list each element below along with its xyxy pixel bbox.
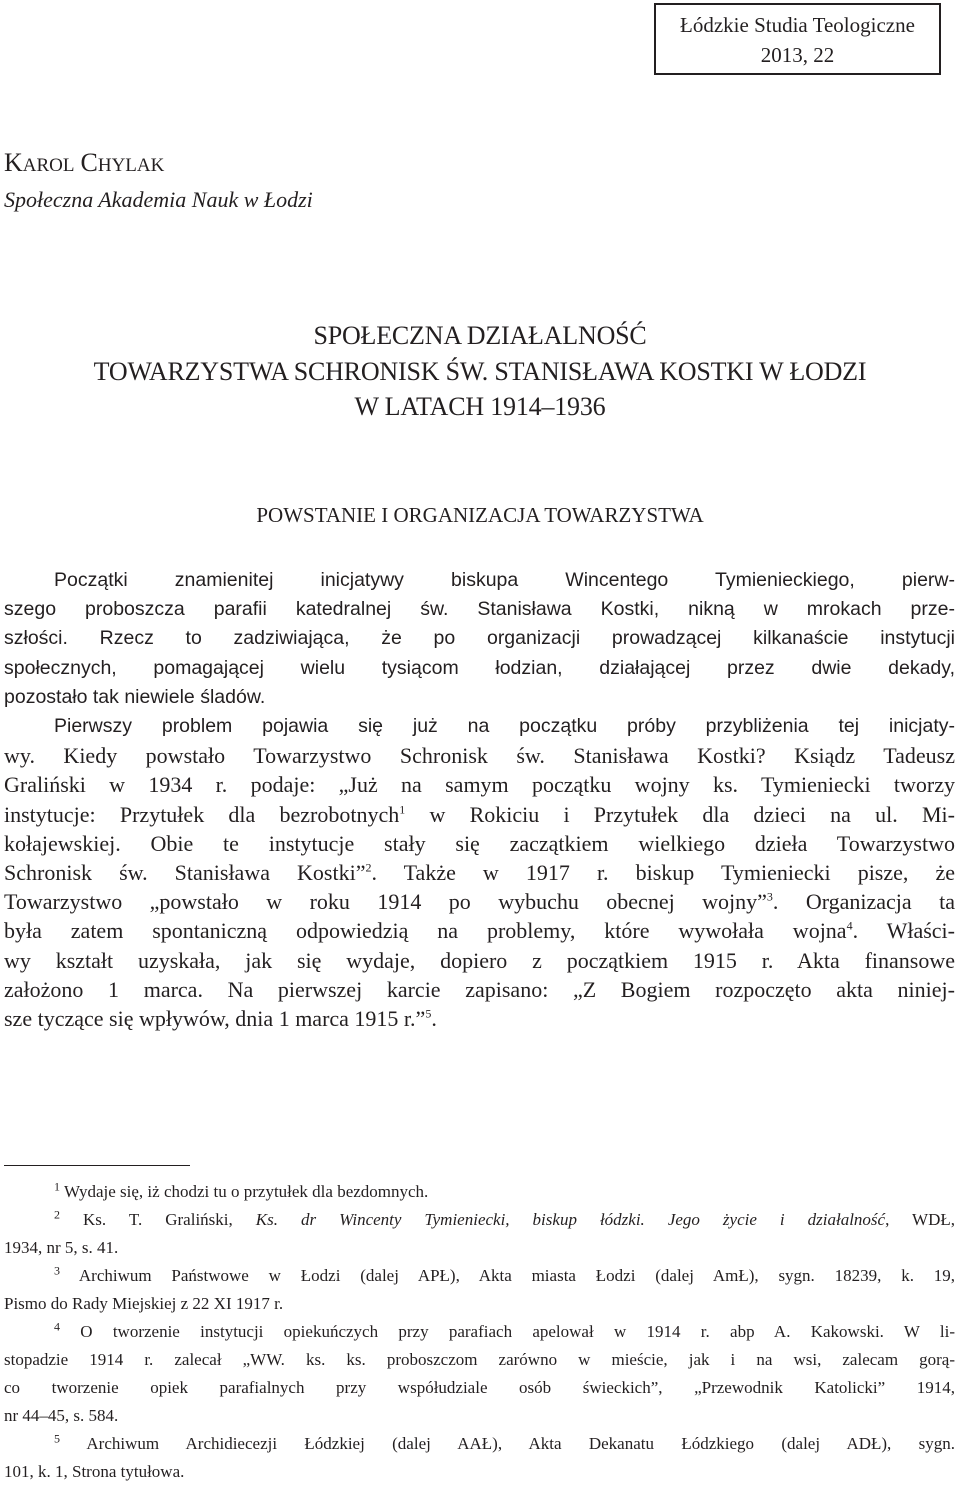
author-last-rest: HYLAK: [97, 155, 165, 176]
footnote-2: [4, 1206, 955, 1234]
footnote-book-title: Ks. dr Wincenty Tymieniecki, biskup łódzki. Jego życie i działalność: [255, 1210, 886, 1229]
footnote-5: [4, 1430, 955, 1458]
journal-header-box: [654, 3, 941, 75]
text-run: . Także w 1917 r. biskup Tymieniecki pisze, że: [371, 860, 955, 886]
text-run: Towarzystwo „powstało w roku 1914 po wybuchu obecnej wojny”: [4, 889, 767, 915]
paragraph-2-line: Pierwszy problem pojawia się już na początku próby przybliżenia tej inicjaty-: [54, 715, 955, 738]
title-line-3: W LATACH 1914–1936: [354, 392, 606, 421]
footnote-4: [4, 1318, 955, 1346]
text-run: była zatem spontaniczną odpowiedzią na problemy, które wywołała wojna: [4, 918, 847, 944]
text-run: . Organizacja ta: [772, 889, 955, 915]
paragraph-2-line: Graliński w 1934 r. podaje: „Już na samym początku wojny ks. Tymieniecki tworzy: [4, 772, 955, 798]
footnote-4-line: nr 44–45, s. 584.: [4, 1406, 119, 1425]
paragraph-2-line: kołajewskiej. Obie te instytucje stały się zaczątkiem wielkiego dzieła Towarzystwo: [4, 830, 955, 856]
author-first-initial: K: [4, 148, 23, 177]
footnote-4-line: stopadzie 1914 r. zalecał „WW. ks. ks. proboszczom zarówno w mieście, jak i na wsi, zalecam gorą-: [4, 1350, 955, 1369]
paragraph-1-line: szłości. Rzecz to zadziwiająca, że po organizacji prowadzącej kilkanaście instytucji: [4, 627, 955, 650]
footnote-ref-1[interactable]: 1: [399, 802, 406, 817]
paragraph-2-line: [4, 800, 955, 829]
footnote-2-line: 1934, nr 5, s. 41.: [4, 1238, 119, 1257]
paragraph-1-line: szego proboszcza parafii katedralnej św. Stanisława Kostki, nikną w mrokach prze-: [4, 598, 955, 621]
footnote-5-line: 101, k. 1, Strona tytułowa.: [4, 1462, 185, 1481]
paragraph-2-line: [4, 858, 955, 887]
text-run: Schronisk św. Stanisława Kostki”: [4, 860, 366, 886]
journal-issue: 2013, 22: [760, 43, 835, 67]
paragraph-2-line: [4, 916, 955, 945]
author-name: [4, 148, 164, 181]
author-first-rest: AROL: [22, 155, 75, 176]
footnote-number: 1: [54, 1179, 60, 1194]
footnote-ref-5[interactable]: 5: [425, 1006, 432, 1021]
paragraph-2-line: założono 1 marca. Na pierwszej karcie zapisano: „Z Bogiem rozpoczęto akta niniej-: [4, 976, 955, 1002]
footnote-1: [4, 1178, 955, 1206]
paragraph-1: [4, 566, 955, 712]
text-run: .: [431, 1006, 437, 1032]
footnote-text: , WDŁ,: [885, 1210, 956, 1229]
section-heading: POWSTANIE I ORGANIZACJA TOWARZYSTWA: [256, 503, 704, 527]
paragraph-2-line: wy kształt uzyskała, jak się wydaje, dopiero z początkiem 1915 r. Akta finansowe: [4, 947, 955, 973]
footnote-ref-4[interactable]: 4: [846, 919, 853, 934]
author-last-initial: C: [80, 148, 98, 177]
author-affiliation: Społeczna Akademia Nauk w Łodzi: [4, 187, 313, 212]
footnote-number: 3: [54, 1263, 60, 1278]
footnote-ref-2[interactable]: 2: [365, 860, 372, 875]
paragraph-2-line: [4, 1004, 955, 1033]
footnote-divider: [4, 1165, 190, 1166]
paragraph-2: [4, 741, 955, 1033]
journal-name: Łódzkie Studia Teologiczne: [680, 13, 915, 37]
paragraph-1-line: pozostało tak niewiele śladów.: [4, 685, 266, 708]
article-body: [4, 566, 955, 1033]
footnote-number: 2: [54, 1207, 60, 1222]
footnote-number: 5: [54, 1431, 60, 1446]
text-run: w Rokiciu i Przytułek dla dzieci na ul. Mi-: [405, 801, 955, 827]
paragraph-2-sans: [4, 712, 955, 741]
title-line-2: TOWARZYSTWA SCHRONISK ŚW. STANISŁAWA KOSTKI W ŁODZI: [93, 356, 867, 386]
paragraph-2-line: wy. Kiedy powstało Towarzystwo Schronisk św. Stanisława Kostki? Ksiądz Tadeusz: [4, 743, 955, 769]
paragraph-2-line: [4, 887, 955, 916]
footnote-text: Ks. T. Graliński,: [83, 1210, 233, 1229]
footnotes: [4, 1178, 955, 1486]
footnote-3: [4, 1262, 955, 1290]
text-run: sze tyczące się wpływów, dnia 1 marca 1915 r.”: [4, 1006, 426, 1032]
footnote-number: 4: [54, 1319, 60, 1334]
text-run: instytucje: Przytułek dla bezrobotnych: [4, 801, 400, 827]
footnote-text: Archiwum Archidiecezji Łódzkiej (dalej AAŁ), Akta Dekanatu Łódzkiego (dalej ADŁ), sygn.: [86, 1434, 956, 1453]
text-run: . Właści-: [852, 918, 955, 944]
footnote-text: O tworzenie instytucji opiekuńczych przy parafiach apelował w 1914 r. abp A. Kakowski. W li-: [80, 1322, 955, 1341]
paragraph-1-line: Początki znamienitej inicjatywy biskupa Wincentego Tymienieckiego, pierw-: [54, 569, 955, 591]
footnote-3-line: Pismo do Rady Miejskiej z 22 XI 1917 r.: [4, 1294, 284, 1313]
footnote-text: Wydaje się, iż chodzi tu o przytułek dla bezdomnych.: [63, 1182, 429, 1201]
footnote-4-line: co tworzenie opiek parafialnych przy współudziale osób świeckich”, „Przewodnik Katolicki” 1914,: [4, 1378, 955, 1397]
footnote-text: Archiwum Państwowe w Łodzi (dalej APŁ), Akta miasta Łodzi (dalej AmŁ), sygn. 18239, k. 19,: [78, 1266, 956, 1285]
paragraph-1-line: społecznych, pomagającej wielu tysiącom łodzian, działającej przez dwie dekady,: [4, 656, 955, 679]
footnote-ref-3[interactable]: 3: [766, 889, 773, 904]
article-title: [0, 318, 960, 425]
title-line-1: SPOŁECZNA DZIAŁALNOŚĆ: [313, 321, 647, 350]
